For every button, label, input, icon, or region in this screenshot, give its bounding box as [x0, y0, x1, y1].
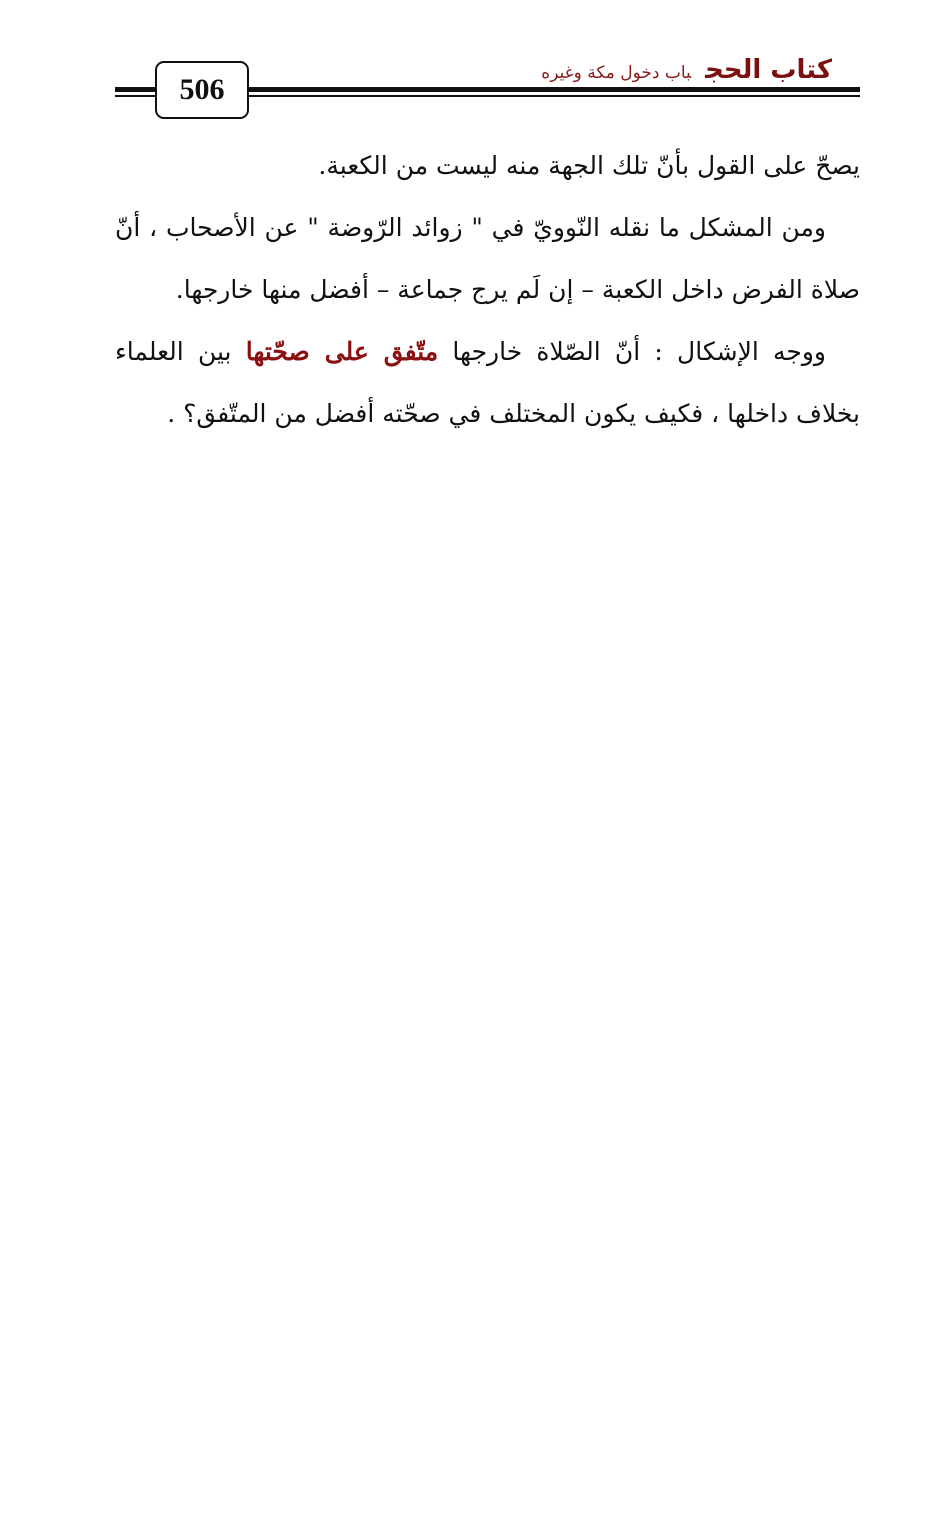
page-body [115, 135, 860, 445]
book-title: كتاب الحج [705, 55, 832, 85]
highlighted-phrase: متّفق على صحّتها [245, 337, 439, 366]
paragraph-1: يصحّ على القول بأنّ تلك الجهة منه ليست من الكعبة. [318, 151, 860, 180]
page-number-badge: 506 [155, 61, 249, 119]
paragraph-3-text-end: بين العلماء بخلاف داخلها ، فكيف يكون المختلف في صحّته أفضل من المتّفق؟ . [115, 337, 860, 428]
page-header [0, 0, 945, 130]
paragraph-3 [115, 321, 860, 445]
paragraph-3-text-start: ووجه الإشكال : أنّ الصّلاة خارجها [438, 337, 827, 366]
paragraph-2: ومن المشكل ما نقله النّوويّ في " زوائد الرّوضة " عن الأصحاب ، أنّ صلاة الفرض داخل الكعبة – إن لَم يرج جماعة – أفضل منها خارجها. [115, 213, 860, 304]
running-head [541, 52, 832, 91]
chapter-title: باب دخول مكة وغيره [541, 63, 692, 83]
